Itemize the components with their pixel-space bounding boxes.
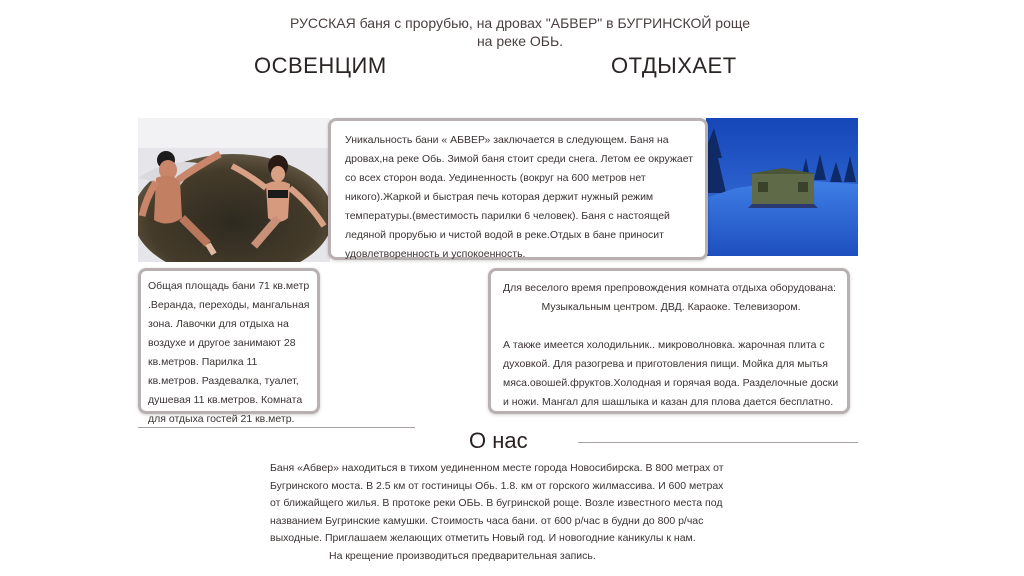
rest-equipment-text: А также имеется холодильник.. микроволновка. жарочная плита с духовкой. Для разогрева и приготовления пищи. Мойка для мытья мяса.овошей.фруктов.Холодная и горячая вода. Разделочные доски и ножи. Мангал для шашлыка и казан для плова дается бесплатно. [503, 339, 839, 408]
rest-line-2: Музыкальным центром. ДВД. Караоке. Телевизором. [541, 301, 801, 313]
about-heading: О нас [469, 428, 528, 453]
winter-cabin-photo [706, 118, 858, 256]
divider-right [578, 442, 858, 443]
intro-description-box [328, 118, 708, 260]
title-line-2: на реке ОБЬ. [476, 33, 564, 49]
about-last-line: На крещение производиться предварительная запись. [329, 549, 596, 562]
heading-right-word: ОТДЫХАЕТ [611, 53, 737, 78]
intro-text: Уникальность бани « АБВЕР» заключается в следующем. Баня на дровах,на реке Обь. Зимой баня стоит среди снега. Летом ее окружает со всех сторон вода. Уединенность (вокруг на 600 метров нет никого).Жаркой и быстрая печь которая держит нужный режим температуры.(вместимость парилки 6 человек). Баня с настоящей ледяной прорубью и чистой водой в реке.Отдых в бане приносит удовлетворенность и успокоенность. [345, 134, 693, 260]
ice-hole-photo [138, 118, 330, 262]
area-text: Общая площадь бани 71 кв.метр .Веранда, переходы, мангальная зона. Лавочки для отдыха на воздухе и другое занимают 28 кв.метров. Парилка 11 кв.метров. Раздевалка, туалет, душевая 11 кв.метров. Комната для отдыха гостей 21 кв.метр. [148, 280, 310, 425]
page-title [230, 14, 810, 50]
divider-left [138, 427, 415, 428]
rest-line-1: Для веселого время препровождения комната отдыха оборудована: [503, 282, 836, 294]
rest-room-box [488, 268, 850, 414]
heading-left-word: ОСВЕНЦИМ [254, 53, 387, 78]
area-description-box [138, 268, 320, 425]
title-line-1: РУССКАЯ баня с прорубью, на дровах "АБВЕР" в БУГРИНСКОЙ роще [289, 15, 751, 31]
about-text: Баня «Абвер» находиться в тихом уединенном месте города Новосибирска. В 800 метрах от Бугринского моста. В 2.5 км от гостиницы Обь. 1.8. км от горского жилмассива. И 600 метрах от ближайщего жилья. В протоке реки ОБЬ. В бугринской роще. Возле известного места под названием Бугринские камушки. Стоимость часа бани. от 600 р/час в будни до 800 р/час выходные. Приглашаем желающих отметить Новый год. И новогодние каникулы к нам. [270, 462, 724, 544]
about-text-block [270, 460, 732, 565]
